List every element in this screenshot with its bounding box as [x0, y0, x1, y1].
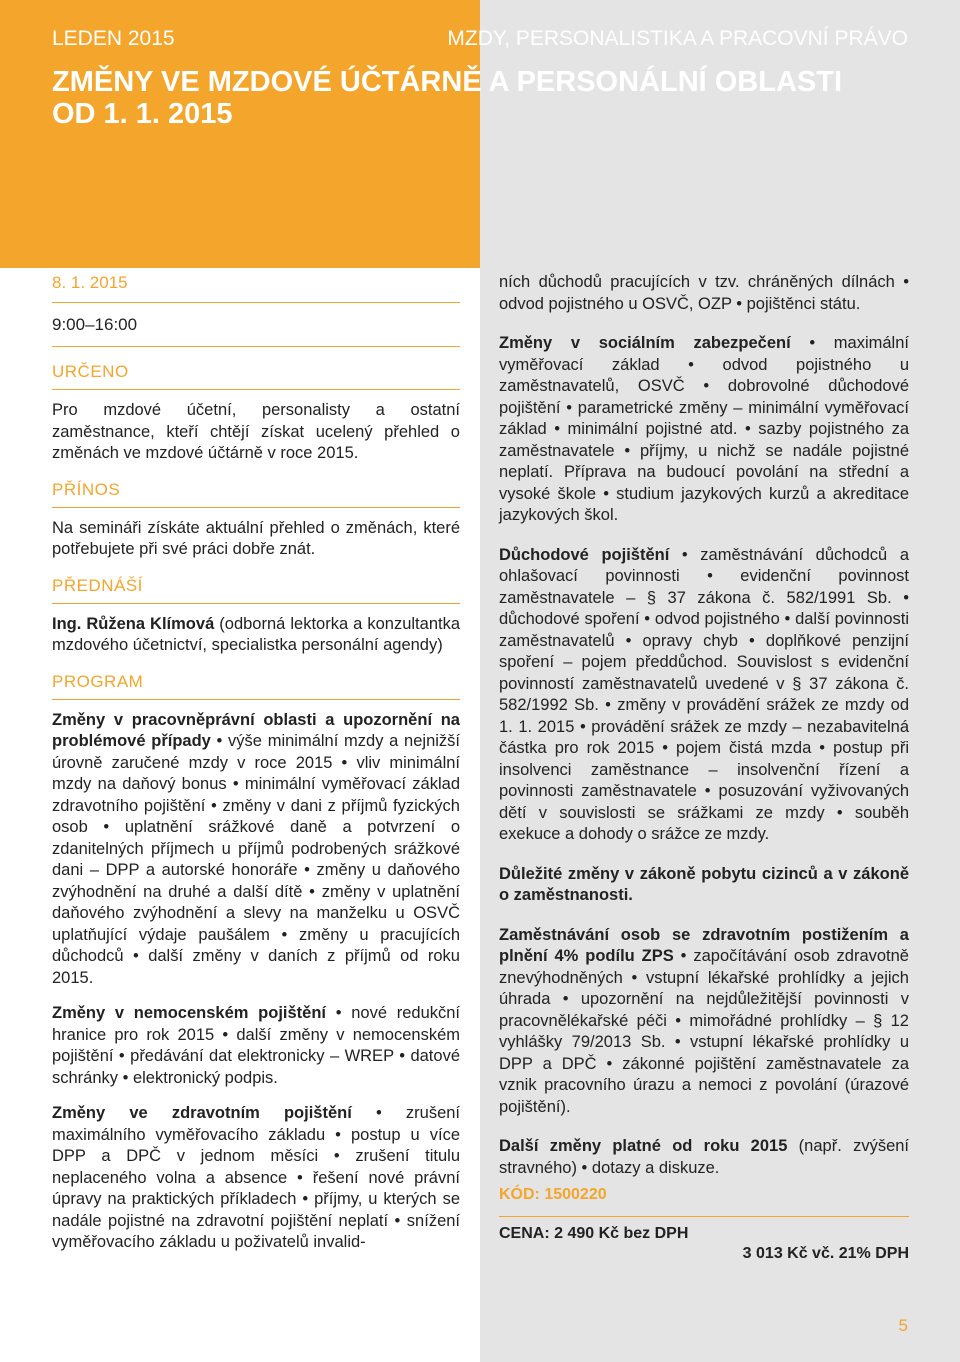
- program-paragraph: [52, 710, 460, 990]
- program-paragraph: ních důchodů pracujících v tzv. chráněných dílnách • odvod pojistného u OSVČ, OZP • pojištěnci státu.: [499, 273, 909, 313]
- program-item-text: • zrušení maximálního vyměřovacího základu • postup u více DPP a DPČ v jednom měsíci • zrušení titulu neplaceného volna a absence • řešení nové právní úpravy na praktických příkladech • příjmy, u kterých se nadále pojistné na zdravotní pojištění neplatí • snížení vyměřovacího základu u poživatelů invalid-: [52, 1104, 461, 1251]
- lecturer-name: Ing. Růžena Klímová: [52, 614, 215, 633]
- lecturer-info: [52, 614, 460, 657]
- program-item-heading: Důležité změny v zákoně pobytu cizinců a v zákoně o zaměstnanosti.: [499, 864, 909, 904]
- program-item-heading: Změny v sociálním zabezpečení: [499, 334, 791, 352]
- page-title-line2: OD 1. 1. 2015: [52, 98, 233, 130]
- program-item-heading: Změny v pracovněprávní oblasti a upozornění na problémové případy: [52, 710, 460, 750]
- program-paragraph: [499, 1136, 909, 1179]
- left-column: [52, 272, 460, 1268]
- section-heading-prednasi: PŘEDNÁŠÍ: [52, 575, 460, 604]
- page-number: 5: [898, 1316, 908, 1335]
- program-item-heading: Důchodové pojištění: [499, 545, 670, 564]
- page-title-line1: ZMĚNY VE MZDOVÉ ÚČTÁRNĚ A PERSONÁLNÍ OBLASTI: [52, 66, 843, 98]
- program-item-text: (např. zvýšení stravného) • dotazy a diskuze.: [499, 1137, 910, 1177]
- program-paragraph: [499, 333, 909, 527]
- program-item-text: • maximální vyměřovací základ • odvod pojistného u zaměstnavatelů, OSVČ • dobrovolné důchodové pojištění • parametrické změny – minimální vyměřovací základ • minimální pojistné atd. • sazby pojistného za zaměstnavatele • příjmy, u nichž se nadále pojistné neplatí. Příprava na budoucí povolání na střední a vysoké škole • studium jazykových kurzů a akreditace jazykových škol.: [499, 334, 909, 524]
- course-code: KÓD: 1500220: [499, 1186, 607, 1203]
- program-paragraph: [499, 545, 909, 846]
- program-item-heading: Změny v nemocenském pojištění: [52, 1004, 326, 1022]
- program-paragraph: [499, 925, 909, 1119]
- publication-name: MZDY, PERSONALISTIKA A PRACOVNÍ PRÁVO: [447, 27, 908, 50]
- section-heading-program: PROGRAM: [52, 671, 460, 700]
- program-paragraph: [499, 864, 909, 907]
- page-title: [52, 66, 872, 130]
- program-paragraph: [52, 1003, 460, 1089]
- price-block: [499, 1216, 909, 1263]
- prinos-text: Na semináři získáte aktuální přehled o změnách, které potřebujete při své práci dobře znát.: [52, 518, 460, 558]
- event-date: 8. 1. 2015: [52, 272, 460, 303]
- section-heading-urceno: URČENO: [52, 361, 460, 390]
- issue-date: LEDEN 2015: [52, 27, 175, 50]
- program-item-text: • zaměstnávání důchodců a ohlašovací povinnosti • evidenční povinnost zaměstnavatele – § 37 zákona č. 582/1991 Sb. • důchodové spoření • odvod pojistného • další povinnosti zaměstnavatelů • opravy chyb • doplňkové penzijní spoření – pojem předdůchod. Souvislost s evidenční povinností zaměstnavatelů uvedené v § 37 zákona č. 582/1992 Sb. • změny v provádění srážek ze mzdy od 1. 1. 2015 • provádění srážek ze mzdy – nezabavitelná částka pro rok 2015 • pojem čistá mzda • postup při insolvenci zaměstnance – insolvenční řízení a povinnosti zaměstnavatele • posuzování vyživovaných dětí v souvislosti se srážkami ze mzdy • souběh exekuce a dohody o srážce ze mzdy.: [499, 545, 909, 843]
- lecturer-description: (odborná lektorka a konzultantka mzdového účetnictví, specialistka personální agendy): [52, 614, 461, 654]
- section-heading-prinos: PŘÍNOS: [52, 479, 460, 508]
- event-time: 9:00–16:00: [52, 303, 460, 347]
- program-item-text: • nové redukční hranice pro rok 2015 • další změny v nemocenském pojištění • předávání dat elektronicky – WREP • datové schránky • elektronický podpis.: [52, 1004, 461, 1087]
- program-item-heading: Změny ve zdravotním pojištění: [52, 1104, 352, 1122]
- program-item-heading: Další změny platné od roku 2015: [499, 1137, 788, 1155]
- program-item-text: • započítávání osob zdravotně znevýhodněných • vstupní lékařské prohlídky a jejich úhrada • upozornění na nejdůležitější povinnosti v pracovnělékařské péči • mimořádné prohlídky – § 12 vyhlášky 79/2013 Sb. • vstupní lékařské prohlídky u DPP a DPČ • zákonné pojištění zaměstnavatele za vznik pracovního úrazu a nemoci z povolání (úrazové pojištění).: [499, 947, 909, 1116]
- program-item-text: • výše minimální mzdy a nejnižší úrovně zaručené mzdy v roce 2015 • vliv minimální mzdy na daňový bonus • minimální vyměřovací základ zdravotního pojištění • změny v dani z příjmů fyzických osob • uplatnění srážkové daně a potvrzení o zdanitelných příjmech u příjmů podrobených srážkové dani – DPP a autorské honoráře • změny u daňového zvýhodnění na druhé a další dítě • změny v uplatnění daňového zvýhodnění a slevy na manželku u OSVČ uplatňující výdaje paušálem • změny u pracujících důchodců • další změny v daních z příjmů od roku 2015.: [52, 732, 460, 987]
- program-item-heading: Zaměstnávání osob se zdravotním postižením a plnění 4% podílu ZPS: [499, 925, 909, 965]
- urceno-text: Pro mzdové účetní, personalisty a ostatní zaměstnance, kteří chtějí získat ucelený přehled o změnách ve mzdové účtárně v roce 2015.: [52, 401, 460, 462]
- price-without-vat: CENA: 2 490 Kč bez DPH: [499, 1225, 689, 1242]
- right-column: [499, 272, 909, 1197]
- program-paragraph: [52, 1103, 460, 1254]
- price-with-vat: 3 013 Kč vč. 21% DPH: [742, 1245, 909, 1262]
